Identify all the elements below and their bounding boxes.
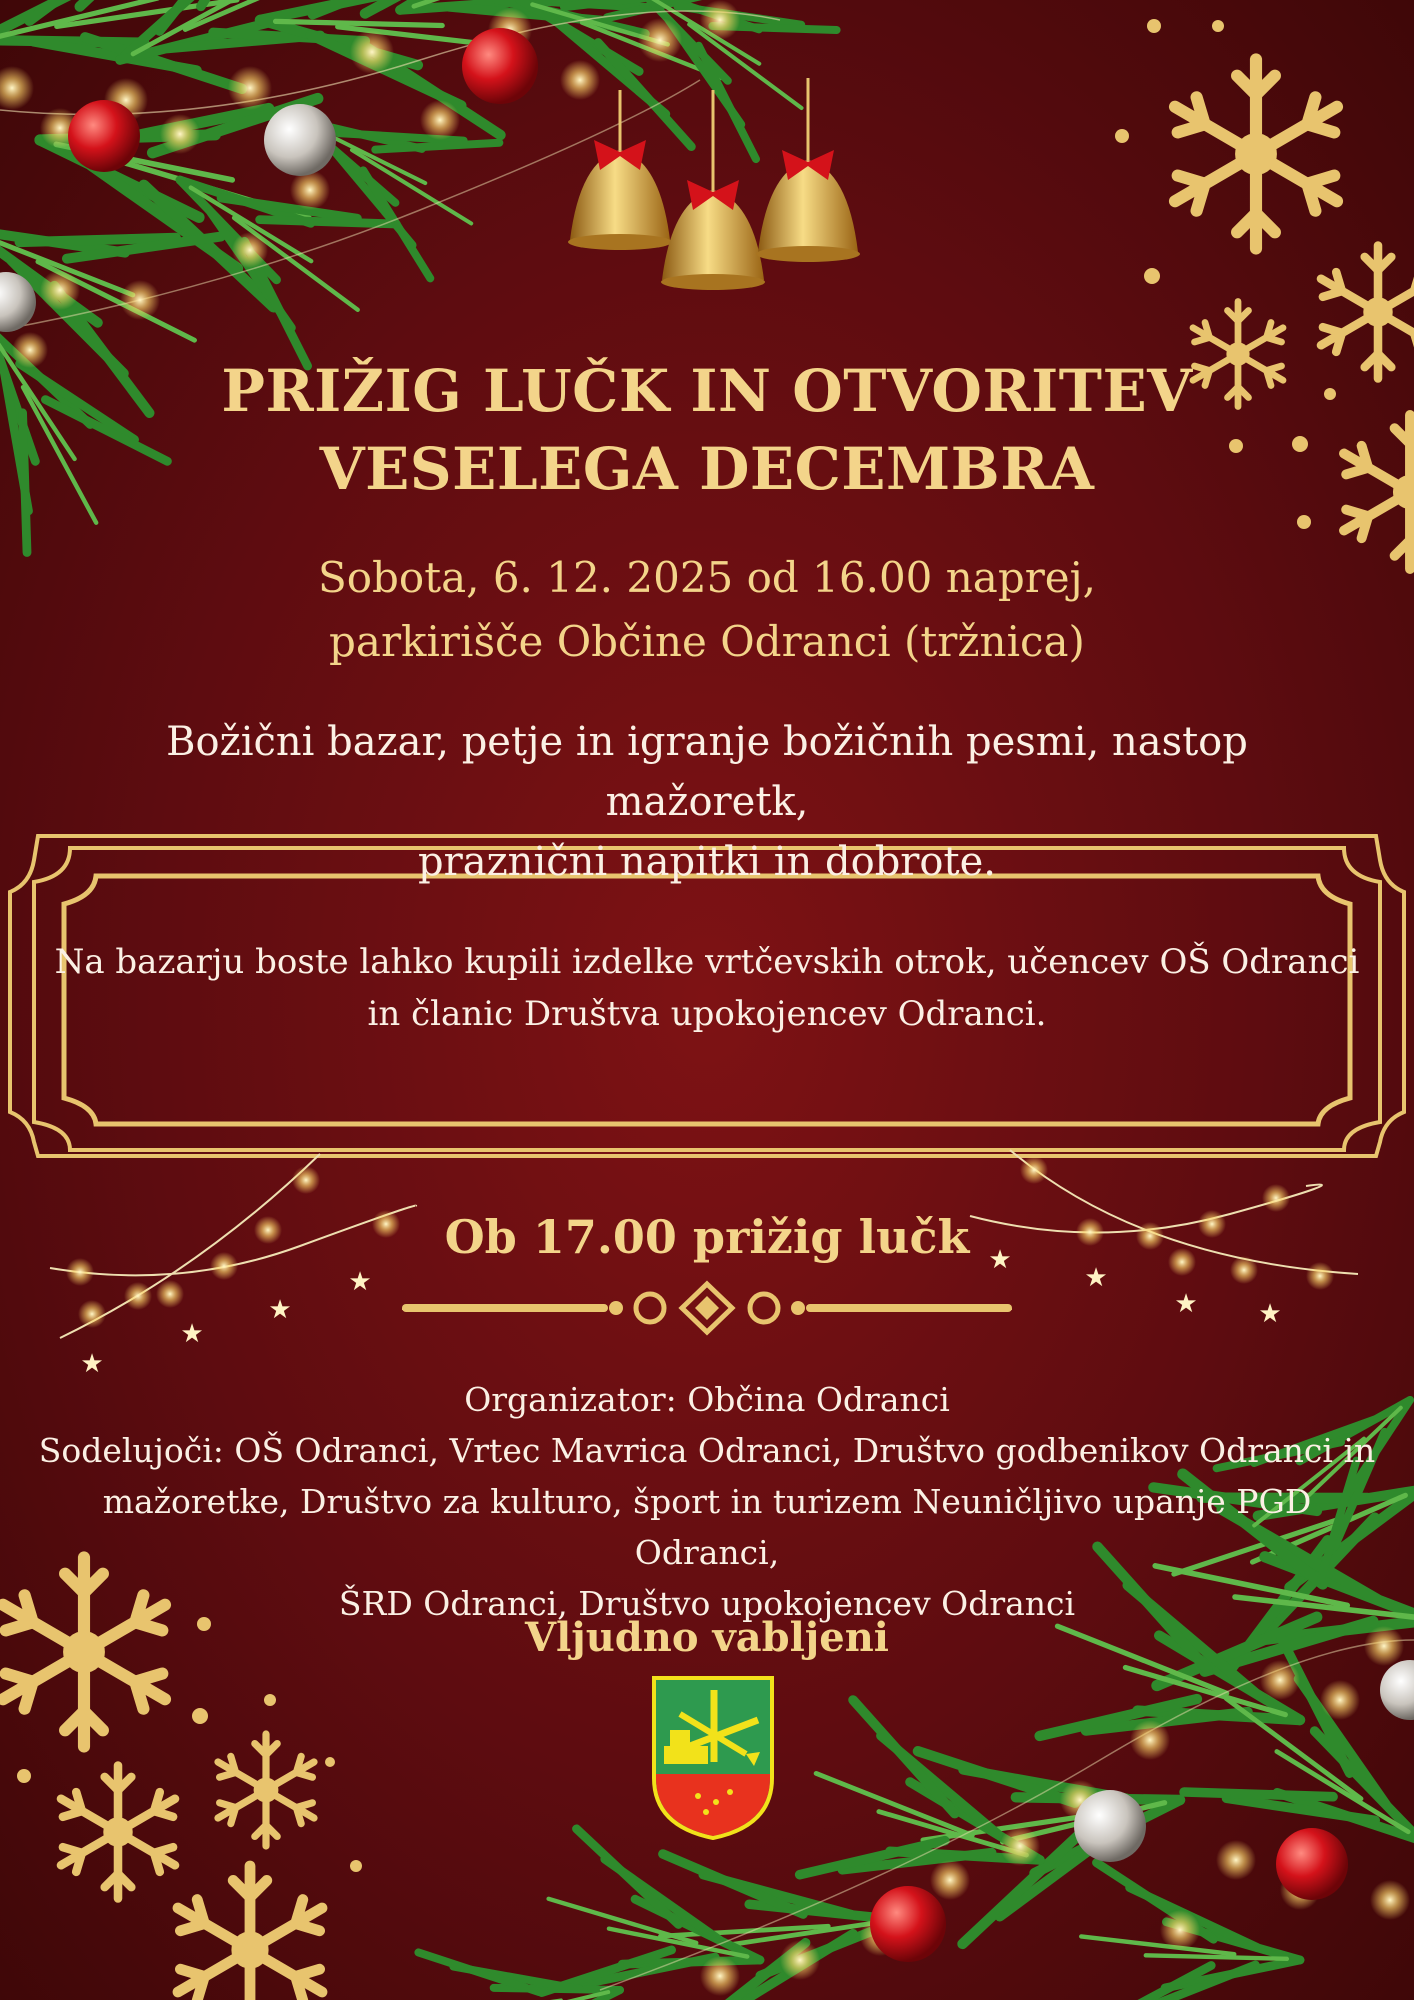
welcome-text: Vljudno vabljeni	[525, 1614, 889, 1661]
program-line-1: Božični bazar, petje in igranje božičnih pesmi, nastop mažoretk,	[166, 719, 1248, 825]
participants-line-3: ŠRD Odranci, Društvo upokojencev Odranci	[338, 1584, 1076, 1623]
title-line-1: PRIŽIG LUČK IN OTVORITEV	[221, 357, 1193, 425]
svg-text:★: ★	[268, 1295, 292, 1325]
event-date-location	[0, 546, 1414, 674]
bazaar-info	[40, 936, 1374, 1040]
program-line-2: praznični napitki in dobrote.	[418, 839, 996, 885]
string-lights-icon	[50, 1150, 1358, 1379]
event-location: parkirišče Občine Odranci (tržnica)	[329, 617, 1085, 666]
participants-line-2: mažoretke, Društvo za kulturo, šport in turizem Neuničljivo upanje PGD Odranci,	[102, 1482, 1312, 1572]
coat-of-arms-icon	[650, 1674, 776, 1842]
organizer: Organizator: Občina Odranci	[464, 1380, 950, 1419]
svg-text:★: ★	[348, 1267, 372, 1297]
svg-text:★: ★	[80, 1349, 104, 1379]
bazaar-line-1: Na bazarju boste lahko kupili izdelke vrtčevskih otrok, učencev OŠ Odranci	[54, 942, 1360, 982]
svg-text:★: ★	[1084, 1263, 1108, 1293]
svg-text:★: ★	[1174, 1289, 1198, 1319]
title-line-2: VESELEGA DECEMBRA	[319, 435, 1095, 503]
svg-text:★: ★	[180, 1319, 204, 1349]
bell-icon	[568, 78, 860, 290]
poster-title	[0, 352, 1414, 508]
svg-text:★: ★	[988, 1245, 1012, 1275]
ornamental-divider	[402, 1284, 1012, 1332]
organizers-block	[30, 1374, 1384, 1629]
participants-line-1: Sodelujoči: OŠ Odranci, Vrtec Mavrica Odranci, Društvo godbenikov Odranci in	[38, 1431, 1376, 1470]
svg-text:★: ★	[1258, 1299, 1282, 1329]
lights-time-heading: Ob 17.00 prižig lučk	[444, 1210, 970, 1264]
program-description	[60, 712, 1354, 892]
bazaar-line-2: in članic Društva upokojencev Odranci.	[367, 994, 1047, 1034]
event-date: Sobota, 6. 12. 2025 od 16.00 naprej,	[317, 553, 1097, 602]
